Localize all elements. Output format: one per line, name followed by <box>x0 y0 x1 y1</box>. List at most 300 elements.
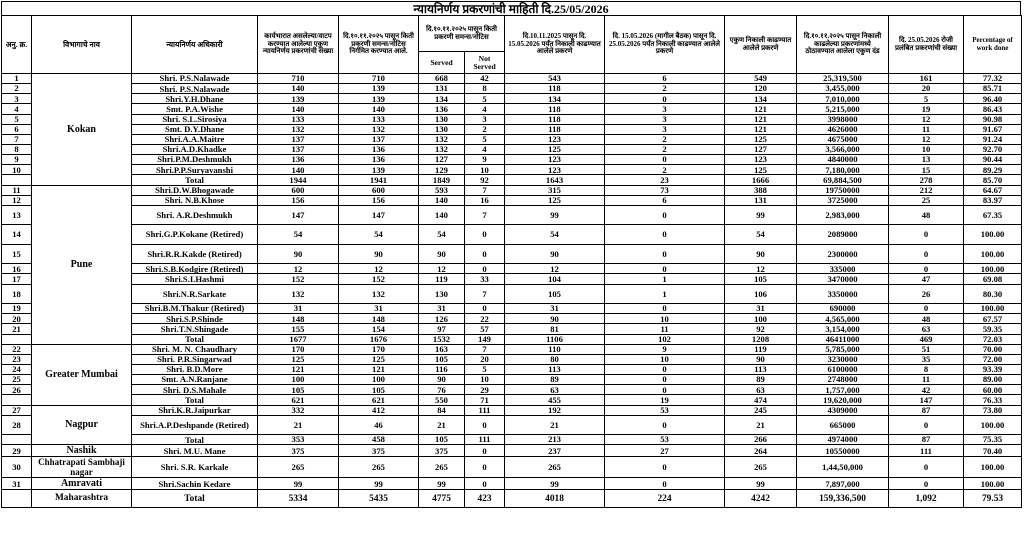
cell-disposed-before: 99 <box>505 205 605 225</box>
table-row <box>2 415 1022 435</box>
cell-notices-issued: 125 <box>339 354 419 364</box>
cell-not-served: 111 <box>465 435 505 445</box>
cell-not-served: 16 <box>465 195 505 205</box>
cell-penalty: 46411000 <box>797 334 889 344</box>
cell-disposed-recent: 0 <box>605 478 725 490</box>
cell-notices-issued: 140 <box>339 104 419 114</box>
cell-not-served: 57 <box>465 324 505 334</box>
cell-total-cases: 132 <box>258 284 339 304</box>
cell-served: 593 <box>419 185 465 195</box>
header-served: Served <box>419 52 465 74</box>
cell-percentage: 100.00 <box>964 264 1022 274</box>
cell-served: 119 <box>419 274 465 284</box>
cell-total-disposed: 21 <box>725 415 797 435</box>
cell-notices-issued: 136 <box>339 155 419 165</box>
cell-pending: 0 <box>889 225 964 245</box>
cell-pending: 12 <box>889 114 964 124</box>
cell-officer: Shri. P.R.Singarwad <box>132 354 258 364</box>
cell-disposed-before: 118 <box>505 114 605 124</box>
cell-penalty: 3,455,000 <box>797 84 889 94</box>
cell-total-cases: 100 <box>258 375 339 385</box>
cell-disposed-recent: 73 <box>605 185 725 195</box>
cell-disposed-before: 1643 <box>505 175 605 185</box>
cell-penalty: 3998000 <box>797 114 889 124</box>
cell-percentage: 86.43 <box>964 104 1022 114</box>
cell-penalty: 2,983,000 <box>797 205 889 225</box>
cell-penalty: 335000 <box>797 264 889 274</box>
cell-officer: Shri. M.U. Mane <box>132 445 258 457</box>
cell-served: 105 <box>419 354 465 364</box>
cell-disposed-before: 192 <box>505 405 605 415</box>
cell-not-served: 7 <box>465 185 505 195</box>
cell-notices-issued: 600 <box>339 185 419 195</box>
cell-not-served: 7 <box>465 344 505 354</box>
cell-not-served: 0 <box>465 445 505 457</box>
cell-disposed-before: 31 <box>505 304 605 314</box>
cell-percentage: 92.70 <box>964 144 1022 154</box>
cell-pending: 0 <box>889 457 964 478</box>
cell-disposed-recent: 1 <box>605 284 725 304</box>
header-notices: दि.१०.११.२०२५ पासून किती प्रकरणी समन्स/नोटिस <box>419 16 505 52</box>
cell-total-disposed: 388 <box>725 185 797 195</box>
cell-served: 31 <box>419 304 465 314</box>
cell-disposed-before: 455 <box>505 395 605 405</box>
cell-total-cases: 21 <box>258 415 339 435</box>
cell-pending: 212 <box>889 185 964 195</box>
cell-percentage: 100.00 <box>964 415 1022 435</box>
cell-disposed-recent: 0 <box>605 205 725 225</box>
cell-sr: 5 <box>2 114 32 124</box>
cell-penalty: 3230000 <box>797 354 889 364</box>
table-row <box>2 385 1022 395</box>
cell-total-disposed: 92 <box>725 324 797 334</box>
cell-sr: 3 <box>2 94 32 104</box>
cell-disposed-recent: 3 <box>605 124 725 134</box>
division-nagpur: Nagpur <box>32 405 132 445</box>
cell-percentage: 72.03 <box>964 334 1022 344</box>
total-label: Total <box>132 175 258 185</box>
cell-not-served: 4 <box>465 104 505 114</box>
cell-total-cases: 136 <box>258 155 339 165</box>
cell-disposed-recent: 27 <box>605 445 725 457</box>
cell-not-served: 7 <box>465 205 505 225</box>
cell-notices-issued: 156 <box>339 195 419 205</box>
cell-total-cases: 155 <box>258 324 339 334</box>
cell-pending: 161 <box>889 74 964 84</box>
cell-penalty: 3350000 <box>797 284 889 304</box>
cell-officer: Smt. D.Y.Dhane <box>132 124 258 134</box>
cell-sr: 24 <box>2 364 32 374</box>
cell-disposed-before: 123 <box>505 155 605 165</box>
cell-total-disposed: 134 <box>725 94 797 104</box>
cell-disposed-before: 118 <box>505 124 605 134</box>
cell-officer: Shri.N.R.Sarkate <box>132 284 258 304</box>
cell-total-cases: 125 <box>258 354 339 364</box>
cell-disposed-recent: 0 <box>605 155 725 165</box>
cell-served: 127 <box>419 155 465 165</box>
cell-sr: 25 <box>2 375 32 385</box>
cell-not-served: 0 <box>465 264 505 274</box>
cell-notices-issued: 458 <box>339 435 419 445</box>
cell-not-served: 8 <box>465 84 505 94</box>
table-row <box>2 165 1022 175</box>
cell-pending: 0 <box>889 304 964 314</box>
cell-total-disposed: 549 <box>725 74 797 84</box>
cell-penalty: 4626000 <box>797 124 889 134</box>
cell-penalty: 25,319,500 <box>797 74 889 84</box>
cell-pending: 0 <box>889 478 964 490</box>
cell-served: 140 <box>419 195 465 205</box>
cell-notices-issued: 152 <box>339 274 419 284</box>
cell-total-cases: 54 <box>258 225 339 245</box>
cell-pending: 5 <box>889 94 964 104</box>
cell-not-served: 2 <box>465 124 505 134</box>
cell-percentage: 69.08 <box>964 274 1022 284</box>
total-row <box>2 435 1022 445</box>
cell-total-disposed: 31 <box>725 304 797 314</box>
cell-served: 21 <box>419 415 465 435</box>
cell-total-cases: 156 <box>258 195 339 205</box>
cell-percentage: 83.97 <box>964 195 1022 205</box>
cell-disposed-before: 90 <box>505 314 605 324</box>
cell-total-cases: 332 <box>258 405 339 415</box>
cell-not-served: 0 <box>465 225 505 245</box>
cell-sr: 11 <box>2 185 32 195</box>
cell-notices-issued: 170 <box>339 344 419 354</box>
cell-pending: 87 <box>889 405 964 415</box>
cell-disposed-recent: 2 <box>605 84 725 94</box>
cell-percentage: 76.33 <box>964 395 1022 405</box>
table-row <box>2 195 1022 205</box>
cell-officer: Shri. P.S.Nalawade <box>132 74 258 84</box>
cell-disposed-recent: 224 <box>605 490 725 508</box>
cell-served: 668 <box>419 74 465 84</box>
cell-pending: 42 <box>889 385 964 395</box>
cell-total-cases: 105 <box>258 385 339 395</box>
table-row <box>2 155 1022 165</box>
cell-officer: Shri. N.B.Khose <box>132 195 258 205</box>
cell-disposed-before: 315 <box>505 185 605 195</box>
cell-notices-issued: 1676 <box>339 334 419 344</box>
table-row <box>2 225 1022 245</box>
cell-penalty: 19750000 <box>797 185 889 195</box>
cell-disposed-recent: 2 <box>605 134 725 144</box>
adjudication-table <box>1 15 1022 508</box>
header-notices-issued: दि.१०.११.२०२५ पासून किती प्रकरणी समन्स/नोटिस निर्गमित करण्यात आले. <box>339 16 419 74</box>
cell-sr: 20 <box>2 314 32 324</box>
cell-total-disposed: 106 <box>725 284 797 304</box>
cell-percentage: 100.00 <box>964 304 1022 314</box>
cell-served: 131 <box>419 84 465 94</box>
cell-total-disposed: 265 <box>725 457 797 478</box>
cell-not-served: 10 <box>465 165 505 175</box>
cell-sr: 23 <box>2 354 32 364</box>
cell-total-cases: 710 <box>258 74 339 84</box>
cell-sr: 31 <box>2 478 32 490</box>
cell-sr <box>2 175 32 185</box>
cell-disposed-recent: 0 <box>605 415 725 435</box>
cell-sr: 17 <box>2 274 32 284</box>
cell-sr: 12 <box>2 195 32 205</box>
cell-officer: Shri.G.P.Kokane (Retired) <box>132 225 258 245</box>
cell-disposed-recent: 0 <box>605 244 725 264</box>
cell-total-disposed: 90 <box>725 244 797 264</box>
cell-total-disposed: 119 <box>725 344 797 354</box>
cell-percentage: 93.39 <box>964 364 1022 374</box>
cell-disposed-recent: 53 <box>605 405 725 415</box>
cell-sr: 22 <box>2 344 32 354</box>
cell-served: 4775 <box>419 490 465 508</box>
cell-percentage: 85.71 <box>964 84 1022 94</box>
cell-pending: 13 <box>889 155 964 165</box>
cell-notices-issued: 375 <box>339 445 419 457</box>
cell-notices-issued: 147 <box>339 205 419 225</box>
cell-notices-issued: 154 <box>339 324 419 334</box>
total-label: Total <box>132 490 258 508</box>
cell-pending: 35 <box>889 354 964 364</box>
cell-notices-issued: 5435 <box>339 490 419 508</box>
cell-disposed-before: 54 <box>505 225 605 245</box>
cell-notices-issued: 412 <box>339 405 419 415</box>
cell-percentage: 60.00 <box>964 385 1022 395</box>
table-row <box>2 445 1022 457</box>
cell-total-cases: 137 <box>258 134 339 144</box>
cell-penalty: 19,620,000 <box>797 395 889 405</box>
cell-disposed-recent: 3 <box>605 114 725 124</box>
cell-penalty: 7,010,000 <box>797 94 889 104</box>
table-row <box>2 185 1022 195</box>
cell-total-disposed: 125 <box>725 165 797 175</box>
cell-total-cases: 1944 <box>258 175 339 185</box>
cell-served: 550 <box>419 395 465 405</box>
cell-notices-issued: 139 <box>339 94 419 104</box>
cell-total-disposed: 1208 <box>725 334 797 344</box>
cell-served: 136 <box>419 104 465 114</box>
cell-total-cases: 621 <box>258 395 339 405</box>
cell-percentage: 89.29 <box>964 165 1022 175</box>
cell-not-served: 33 <box>465 274 505 284</box>
cell-sr: 6 <box>2 124 32 134</box>
cell-disposed-before: 213 <box>505 435 605 445</box>
cell-disposed-before: 265 <box>505 457 605 478</box>
cell-officer: Shri. S.R. Karkale <box>132 457 258 478</box>
table-row <box>2 344 1022 354</box>
cell-total-disposed: 1666 <box>725 175 797 185</box>
cell-percentage: 75.35 <box>964 435 1022 445</box>
header-penalty: दि.१०.११.२०२५ पासून निकाली काढलेल्या प्रकरणांमध्ये ठोठावण्यात आलेला एकुण दंड <box>797 16 889 74</box>
cell-pending: 26 <box>889 284 964 304</box>
cell-total-disposed: 131 <box>725 195 797 205</box>
cell-total-disposed: 4242 <box>725 490 797 508</box>
table-row <box>2 84 1022 94</box>
total-row <box>2 175 1022 185</box>
cell-pending: 278 <box>889 175 964 185</box>
cell-sr: 16 <box>2 264 32 274</box>
cell-officer: Shri.S.B.Kodgire (Retired) <box>132 264 258 274</box>
cell-officer: Shri. P.S.Nalawade <box>132 84 258 94</box>
cell-total-cases: 148 <box>258 314 339 324</box>
cell-disposed-before: 118 <box>505 104 605 114</box>
cell-percentage: 89.00 <box>964 375 1022 385</box>
cell-total-disposed: 113 <box>725 364 797 374</box>
header-total-disposed: एकुण निकाली काढण्यात आलेले प्रकरणे <box>725 16 797 74</box>
cell-disposed-recent: 0 <box>605 364 725 374</box>
cell-disposed-before: 80 <box>505 354 605 364</box>
cell-total-cases: 133 <box>258 114 339 124</box>
cell-officer: Shri.P.M.Deshmukh <box>132 155 258 165</box>
cell-total-disposed: 99 <box>725 478 797 490</box>
cell-not-served: 0 <box>465 478 505 490</box>
cell-percentage: 70.40 <box>964 445 1022 457</box>
cell-sr: 2 <box>2 84 32 94</box>
table-row <box>2 478 1022 490</box>
cell-sr: 9 <box>2 155 32 165</box>
cell-disposed-before: 105 <box>505 284 605 304</box>
cell-not-served: 4 <box>465 144 505 154</box>
cell-total-disposed: 99 <box>725 205 797 225</box>
cell-disposed-recent: 3 <box>605 104 725 114</box>
table-row <box>2 244 1022 264</box>
header-not-served: Not Served <box>465 52 505 74</box>
cell-total-disposed: 105 <box>725 274 797 284</box>
cell-disposed-recent: 11 <box>605 324 725 334</box>
cell-total-disposed: 63 <box>725 385 797 395</box>
cell-disposed-recent: 0 <box>605 375 725 385</box>
cell-pending: 11 <box>889 124 964 134</box>
cell-penalty: 7,180,000 <box>797 165 889 175</box>
cell-not-served: 0 <box>465 244 505 264</box>
cell-disposed-recent: 2 <box>605 144 725 154</box>
table-row <box>2 324 1022 334</box>
cell-percentage: 64.67 <box>964 185 1022 195</box>
cell-total-cases: 140 <box>258 165 339 175</box>
cell-not-served: 7 <box>465 284 505 304</box>
cell-total-disposed: 125 <box>725 134 797 144</box>
cell-percentage: 91.67 <box>964 124 1022 134</box>
cell-disposed-recent: 23 <box>605 175 725 185</box>
cell-disposed-before: 4018 <box>505 490 605 508</box>
cell-not-served: 71 <box>465 395 505 405</box>
cell-total-cases: 5334 <box>258 490 339 508</box>
cell-not-served: 5 <box>465 364 505 374</box>
cell-penalty: 4974000 <box>797 435 889 445</box>
division-amravati: Amravati <box>32 478 132 490</box>
cell-served: 1849 <box>419 175 465 185</box>
cell-pending: 19 <box>889 104 964 114</box>
cell-total-cases: 137 <box>258 144 339 154</box>
cell-served: 132 <box>419 144 465 154</box>
cell-pending: 111 <box>889 445 964 457</box>
header-percentage: Percentage of work done <box>964 16 1022 74</box>
division-kokan: Kokan <box>32 74 132 186</box>
cell-officer: Shri.B.M.Thakur (Retired) <box>132 304 258 314</box>
table-row <box>2 304 1022 314</box>
cell-total-disposed: 264 <box>725 445 797 457</box>
cell-served: 90 <box>419 244 465 264</box>
cell-penalty: 10550000 <box>797 445 889 457</box>
cell-total-disposed: 12 <box>725 264 797 274</box>
cell-served: 99 <box>419 478 465 490</box>
cell-total-disposed: 120 <box>725 84 797 94</box>
header-total-cases: कार्यभारात असलेल्या/वाटप करण्यात आलेल्या एकुण न्यायनिर्णय प्रकरणांची संख्या <box>258 16 339 74</box>
cell-sr: 27 <box>2 405 32 415</box>
cell-disposed-before: 113 <box>505 364 605 374</box>
table-row <box>2 104 1022 114</box>
cell-not-served: 423 <box>465 490 505 508</box>
cell-disposed-recent: 2 <box>605 165 725 175</box>
cell-percentage: 67.57 <box>964 314 1022 324</box>
table-row <box>2 284 1022 304</box>
cell-disposed-before: 21 <box>505 415 605 435</box>
cell-served: 54 <box>419 225 465 245</box>
cell-percentage: 85.70 <box>964 175 1022 185</box>
report-sheet <box>1 1 1021 542</box>
table-row <box>2 114 1022 124</box>
cell-total-disposed: 266 <box>725 435 797 445</box>
total-label: Total <box>132 334 258 344</box>
header-disposed-before: दि.10.11.2025 पासून दि. 15.05.2026 पर्यंत निकाली काढण्यात आलेले प्रकरणे <box>505 16 605 74</box>
cell-percentage: 90.44 <box>964 155 1022 165</box>
cell-disposed-recent: 0 <box>605 457 725 478</box>
cell-total-cases: 132 <box>258 124 339 134</box>
cell-sr: 14 <box>2 225 32 245</box>
total-label: Total <box>132 435 258 445</box>
cell-pending: 0 <box>889 244 964 264</box>
cell-pending: 25 <box>889 195 964 205</box>
cell-percentage: 80.30 <box>964 284 1022 304</box>
total-row <box>2 334 1022 344</box>
cell-disposed-recent: 0 <box>605 225 725 245</box>
cell-notices-issued: 46 <box>339 415 419 435</box>
cell-not-served: 0 <box>465 457 505 478</box>
cell-served: 140 <box>419 205 465 225</box>
cell-sr: 19 <box>2 304 32 314</box>
cell-total-disposed: 245 <box>725 405 797 415</box>
cell-total-disposed: 90 <box>725 354 797 364</box>
cell-disposed-recent: 0 <box>605 94 725 104</box>
cell-disposed-before: 123 <box>505 165 605 175</box>
cell-pending: 63 <box>889 324 964 334</box>
table-row <box>2 457 1022 478</box>
cell-sr: 26 <box>2 385 32 395</box>
header-division: विभागाचे नाव <box>32 16 132 74</box>
cell-notices-issued: 31 <box>339 304 419 314</box>
cell-pending: 15 <box>889 165 964 175</box>
cell-served: 130 <box>419 284 465 304</box>
cell-pending: 469 <box>889 334 964 344</box>
cell-total-disposed: 121 <box>725 104 797 114</box>
cell-disposed-before: 118 <box>505 84 605 94</box>
cell-not-served: 5 <box>465 134 505 144</box>
cell-sr <box>2 395 32 405</box>
cell-total-disposed: 123 <box>725 155 797 165</box>
cell-disposed-before: 12 <box>505 264 605 274</box>
cell-pending: 8 <box>889 364 964 374</box>
cell-pending: 0 <box>889 415 964 435</box>
cell-served: 163 <box>419 344 465 354</box>
cell-officer: Shri.D.W.Bhogawade <box>132 185 258 195</box>
division-sambhaji: Chhatrapati Sambhaji nagar <box>32 457 132 478</box>
table-row <box>2 124 1022 134</box>
cell-total-cases: 152 <box>258 274 339 284</box>
cell-sr: 8 <box>2 144 32 154</box>
cell-pending: 51 <box>889 344 964 354</box>
cell-sr: 30 <box>2 457 32 478</box>
cell-not-served: 149 <box>465 334 505 344</box>
cell-penalty: 5,785,000 <box>797 344 889 354</box>
cell-disposed-recent: 53 <box>605 435 725 445</box>
cell-disposed-before: 110 <box>505 344 605 354</box>
